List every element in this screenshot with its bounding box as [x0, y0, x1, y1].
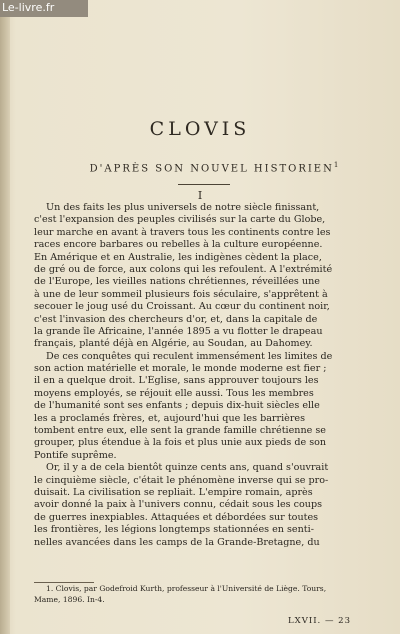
text-line: races encore barbares ou rebelles à la culture européenne. — [34, 239, 323, 251]
chapter-subtitle — [60, 161, 370, 174]
text-line: grouper, plus étendue à la fois et plus unie aux pieds de son — [34, 437, 327, 449]
text-line: français, planté déjà en Algérie, au Soudan, au Dahomey. — [34, 338, 313, 350]
text-line: les frontières, les légions longtemps stationnées en senti- — [34, 524, 314, 536]
text-line: c'est l'invasion des chercheurs d'or, et, dans la capitale de — [34, 313, 318, 325]
article-body — [34, 202, 364, 549]
page-binding-shadow — [0, 0, 10, 634]
footnote-line: 1. Clovis, par Godefroid Kurth, professeur à l'Université de Liège. Tours, — [46, 584, 327, 593]
text-line: de gré ou de force, aux colons qui les refoulent. A l'extrémité — [34, 263, 333, 275]
footnote-rule — [34, 582, 94, 583]
text-line: Un des faits les plus universels de notre siècle finissant, — [46, 202, 320, 213]
footnote — [34, 584, 366, 605]
section-number: I — [197, 189, 203, 202]
subtitle-text: D'APRÈS SON NOUVEL HISTORIEN — [89, 163, 334, 175]
text-line: son action matérielle et morale, le monde moderne est fier ; — [34, 363, 327, 375]
text-line: De ces conquêtes qui reculent immensément les limites de — [46, 350, 333, 362]
text-line: leur marche en avant à travers tous les continents contre les — [34, 226, 331, 238]
text-line: de l'Europe, les vieilles nations chrétiennes, réveillées une — [34, 276, 320, 288]
text-line: de guerres inexpiables. Attaquées et débordées sur toutes — [34, 511, 319, 523]
footnote-line: Mame, 1896. In-4. — [34, 594, 105, 604]
text-line: Or, il y a de cela bientôt quinze cents ans, quand s'ouvrait — [46, 462, 329, 474]
text-line: avoir donné la paix à l'univers connu, cédait sous les coups — [34, 499, 323, 511]
text-line: les a proclamés frères, et, aujourd'hui que les barrières — [34, 412, 306, 424]
text-line: à une de leur sommeil plusieurs fois séculaire, s'apprêtent à — [34, 288, 328, 300]
text-line: duisait. La civilisation se repliait. L'empire romain, après — [34, 486, 313, 498]
watermark-text: Le-livre.fr — [2, 1, 55, 14]
text-line: En Amérique et en Australie, les indigènes cèdent la place, — [34, 251, 322, 263]
text-line: tombent entre eux, elle sent la grande famille chrétienne se — [34, 425, 326, 437]
text-line: nelles avancées dans les camps de la Grande-Bretagne, du — [34, 536, 320, 548]
footnote-reference: 1 — [333, 161, 341, 169]
watermark-badge — [0, 0, 88, 17]
text-line: moyens employés, se réjouit elle aussi. Tous les membres — [34, 387, 314, 399]
page-folio: LXVII. — 23 — [288, 616, 351, 626]
text-line: le cinquième siècle, c'était le phénomène inverse qui se pro- — [34, 474, 329, 486]
text-line: c'est l'expansion des peuples civilisés sur la carte du Globe, — [34, 214, 326, 226]
chapter-title: CLOVIS — [149, 118, 251, 140]
title-rule — [178, 184, 230, 185]
text-line: il en a quelque droit. L'Église, sans approuver toujours les — [34, 375, 319, 387]
text-line: Pontife suprême. — [34, 449, 117, 461]
text-line: de l'humanité sont ses enfants ; depuis dix-huit siècles elle — [34, 400, 320, 412]
text-line: la grande île Africaine, l'année 1895 a vu flotter le drapeau — [34, 325, 323, 337]
text-line: secouer le joug usé du Croissant. Au cœur du continent noir, — [34, 301, 330, 313]
